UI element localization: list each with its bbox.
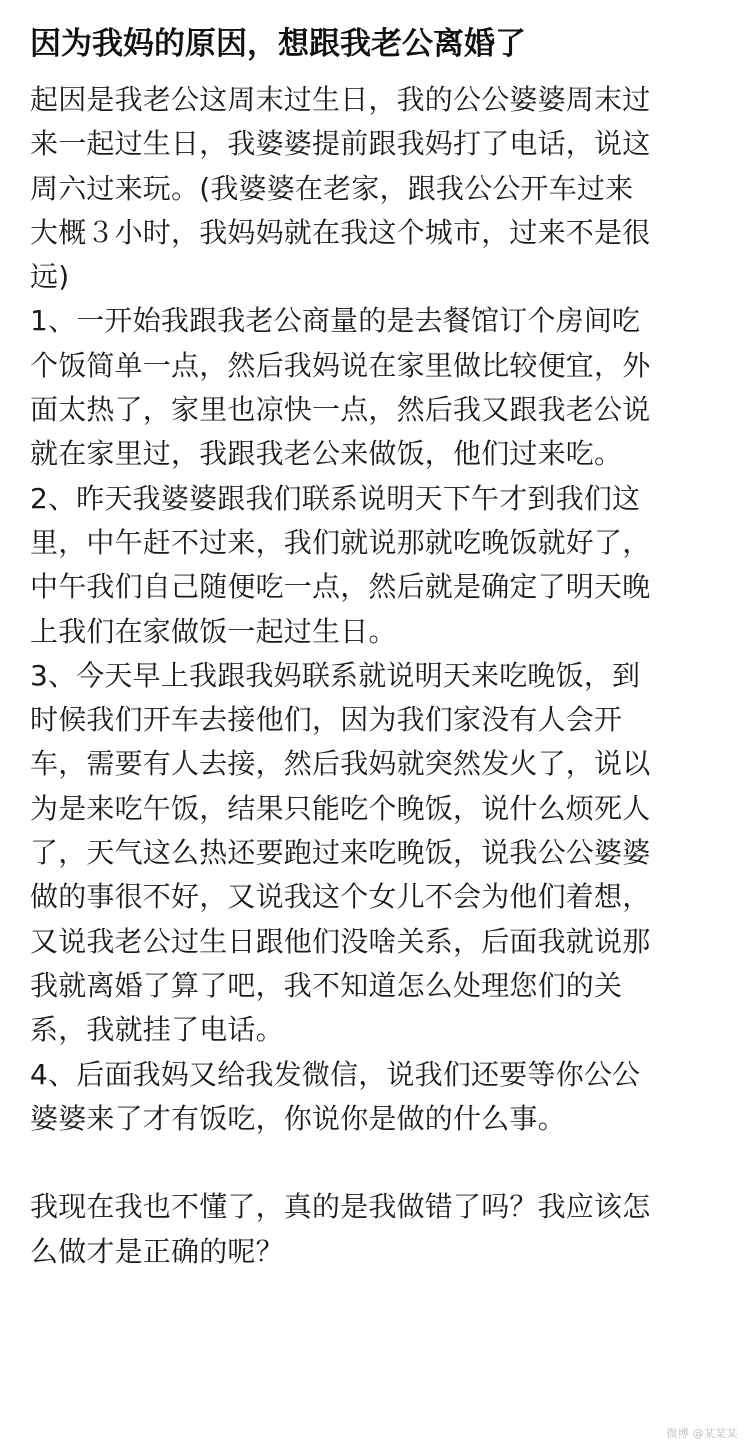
body-line: 时候我们开车去接他们，因为我们家没有人会开 bbox=[30, 703, 623, 737]
body-line: 又说我老公过生日跟他们没啥关系，后面我就说那 bbox=[30, 924, 651, 958]
body-line: 就在家里过，我跟我老公来做饭，他们过来吃。 bbox=[30, 437, 623, 471]
body-line: 起因是我老公这周末过生日，我的公公婆婆周末过 bbox=[30, 83, 651, 116]
body-line: 里，中午赶不过来，我们就说那就吃晚饭就好了， bbox=[30, 525, 651, 559]
body-line: 我现在我也不懂了，真的是我做错了吗？我应该怎 bbox=[30, 1190, 651, 1224]
body-line: 来一起过生日，我婆婆提前跟我妈打了电话，说这 bbox=[30, 127, 651, 161]
body-line: 1、一开始我跟我老公商量的是去餐馆订个房间吃 bbox=[30, 304, 641, 338]
body-line: 4、后面我妈又给我发微信，说我们还要等你公公 bbox=[30, 1057, 641, 1091]
blank-line bbox=[30, 1141, 726, 1185]
body-line: 个饭简单一点，然后我妈说在家里做比较便宜，外 bbox=[30, 348, 651, 382]
post-body bbox=[30, 78, 726, 1274]
body-line: 面太热了，家里也凉快一点，然后我又跟我老公说 bbox=[30, 393, 651, 427]
body-line: 中午我们自己随便吃一点，然后就是确定了明天晚 bbox=[30, 570, 651, 604]
watermark: 微博 @某某某 bbox=[666, 1427, 738, 1440]
body-line: 远) bbox=[30, 260, 70, 294]
body-line: 3、今天早上我跟我妈联系就说明天来吃晚饭，到 bbox=[30, 658, 641, 692]
body-line: 了，天气这么热还要跑过来吃晚饭，说我公公婆婆 bbox=[30, 836, 651, 870]
body-line: 上我们在家做饭一起过生日。 bbox=[30, 614, 397, 648]
body-line: 婆婆来了才有饭吃，你说你是做的什么事。 bbox=[30, 1101, 566, 1135]
body-line: 大概３小时，我妈妈就在我这个城市，过来不是很 bbox=[30, 215, 651, 249]
body-line: 系，我就挂了电话。 bbox=[30, 1013, 284, 1047]
body-line: 车，需要有人去接，然后我妈就突然发火了，说以 bbox=[30, 747, 651, 781]
body-line: 做的事很不好，又说我这个女儿不会为他们着想， bbox=[30, 880, 651, 914]
body-line: 周六过来玩。(我婆婆在老家，跟我公公开车过来 bbox=[30, 171, 634, 205]
body-line: 2、昨天我婆婆跟我们联系说明天下午才到我们这 bbox=[30, 481, 641, 515]
body-line: 为是来吃午饭，结果只能吃个晚饭，说什么烦死人 bbox=[30, 791, 651, 825]
body-line: 我就离婚了算了吧，我不知道怎么处理您们的关 bbox=[30, 968, 623, 1002]
body-line: 么做才是正确的呢？ bbox=[30, 1234, 284, 1268]
post-title: 因为我妈的原因，想跟我老公离婚了 bbox=[30, 26, 526, 62]
